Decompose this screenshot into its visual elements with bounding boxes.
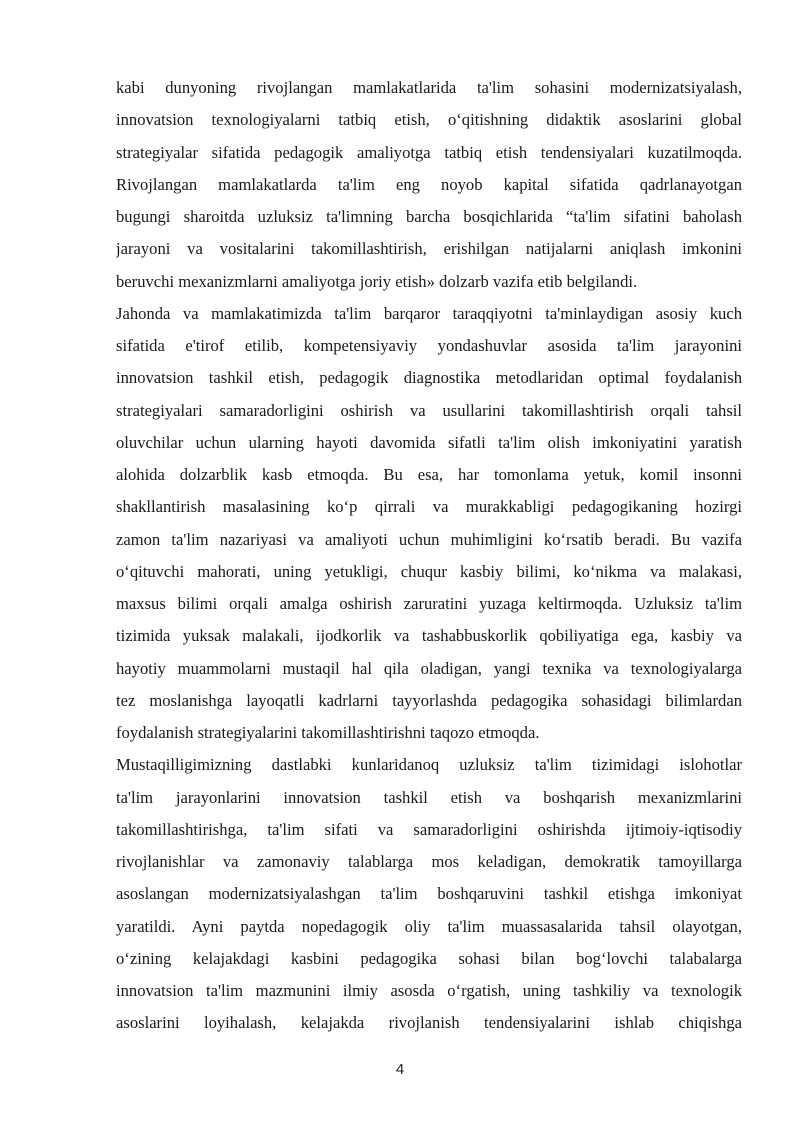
text-line: asoslarini loyihalash, kelajakda rivojlanish tendensiyalarini ishlab chiqishga xyxy=(116,1013,742,1033)
page-number: 4 xyxy=(395,1061,405,1078)
text-line: sifatida e'tirof etilib, kompetensiyaviy yondashuvlar asosida ta'lim jarayonini xyxy=(116,336,742,355)
text-line: innovatsion texnologiyalarni tatbiq etish, o‘qitishning didaktik asoslarini global xyxy=(116,110,742,130)
text-line: o‘zining kelajakdagi kasbini pedagogika sohasi bilan bog‘lovchi talabalarga xyxy=(116,948,742,968)
text-line: shakllantirish masalasining ko‘p qirrali va murakkabligi pedagogikaning hozirgi xyxy=(116,497,742,517)
text-line: alohida dolzarblik kasb etmoqda. Bu esa, har tomonlama yetuk, komil insonni xyxy=(116,465,742,484)
text-line: ta'lim jarayonlarini innovatsion tashkil etish va boshqarish mexanizmlarini xyxy=(116,787,742,807)
text-line: o‘qituvchi mahorati, uning yetukligi, chuqur kasbiy bilimi, ko‘nikma va malakasi, xyxy=(116,561,742,581)
text-line: oluvchilar uchun ularning hayoti davomida sifatli ta'lim olish imkoniyatini yaratish xyxy=(116,432,742,452)
text-line: takomillashtirishga, ta'lim sifati va samaradorligini oshirishda ijtimoiy-iqtisodiy xyxy=(116,819,742,839)
text-line: bugungi sharoitda uzluksiz ta'limning barcha bosqichlarida “ta'lim sifatini baholash xyxy=(116,207,742,226)
text-line: innovatsion ta'lim mazmunini ilmiy asosda o‘rgatish, uning tashkiliy va texnologik xyxy=(116,981,742,1000)
text-line: yaratildi. Ayni paytda nopedagogik oliy ta'lim muassasalarida tahsil olayotgan, xyxy=(116,916,742,936)
text-line: kabi dunyoning rivojlangan mamlakatlarida ta'lim sohasini modernizatsiyalash, xyxy=(116,78,742,97)
text-line: Rivojlangan mamlakatlarda ta'lim eng noyob kapital sifatida qadrlanayotgan xyxy=(116,174,742,194)
text-line: strategiyalar sifatida pedagogik amaliyotga tatbiq etish tendensiyalari kuzatilmoqda. xyxy=(116,142,742,162)
text-line: rivojlanishlar va zamonaviy talablarga mos keladigan, demokratik tamoyillarga xyxy=(116,852,742,871)
text-line: beruvchi mexanizmlarni amaliyotga joriy etish» dolzarb vazifa etib belgilandi. xyxy=(116,271,638,291)
body-text xyxy=(116,72,742,1040)
text-line: Mustaqilligimizning dastlabki kunlaridanoq uzluksiz ta'lim tizimidagi islohotlar xyxy=(116,755,742,775)
text-line: jarayoni va vositalarini takomillashtirish, erishilgan natijalarni aniqlash imkonini xyxy=(116,239,742,259)
text-line: Jahonda va mamlakatimizda ta'lim barqaror taraqqiyotni ta'minlaydigan asosiy kuch xyxy=(116,303,742,323)
text-line: tizimida yuksak malakali, ijodkorlik va tashabbuskorlik qobiliyatiga ega, kasbiy va xyxy=(116,626,742,646)
text-line: innovatsion tashkil etish, pedagogik diagnostika metodlaridan optimal foydalanish xyxy=(116,368,742,388)
text-line: strategiyalari samaradorligini oshirish va usullarini takomillashtirish orqali tahsil xyxy=(116,400,742,420)
text-line: tez moslanishga layoqatli kadrlarni tayyorlashda pedagogika sohasidagi bilimlardan xyxy=(116,690,742,710)
text-line: foydalanish strategiyalarini takomillashtirishni taqozo etmoqda. xyxy=(116,723,540,742)
text-line: asoslangan modernizatsiyalashgan ta'lim boshqaruvini tashkil etishga imkoniyat xyxy=(116,884,742,904)
text-line: zamon ta'lim nazariyasi va amaliyoti uchun muhimligini ko‘rsatib beradi. Bu vazifa xyxy=(116,529,742,549)
text-line: hayotiy muammolarni mustaqil hal qila oladigan, yangi texnika va texnologiyalarga xyxy=(116,658,742,678)
text-line: maxsus bilimi orqali amalga oshirish zaruratini yuzaga keltirmoqda. Uzluksiz ta'lim xyxy=(116,594,742,613)
